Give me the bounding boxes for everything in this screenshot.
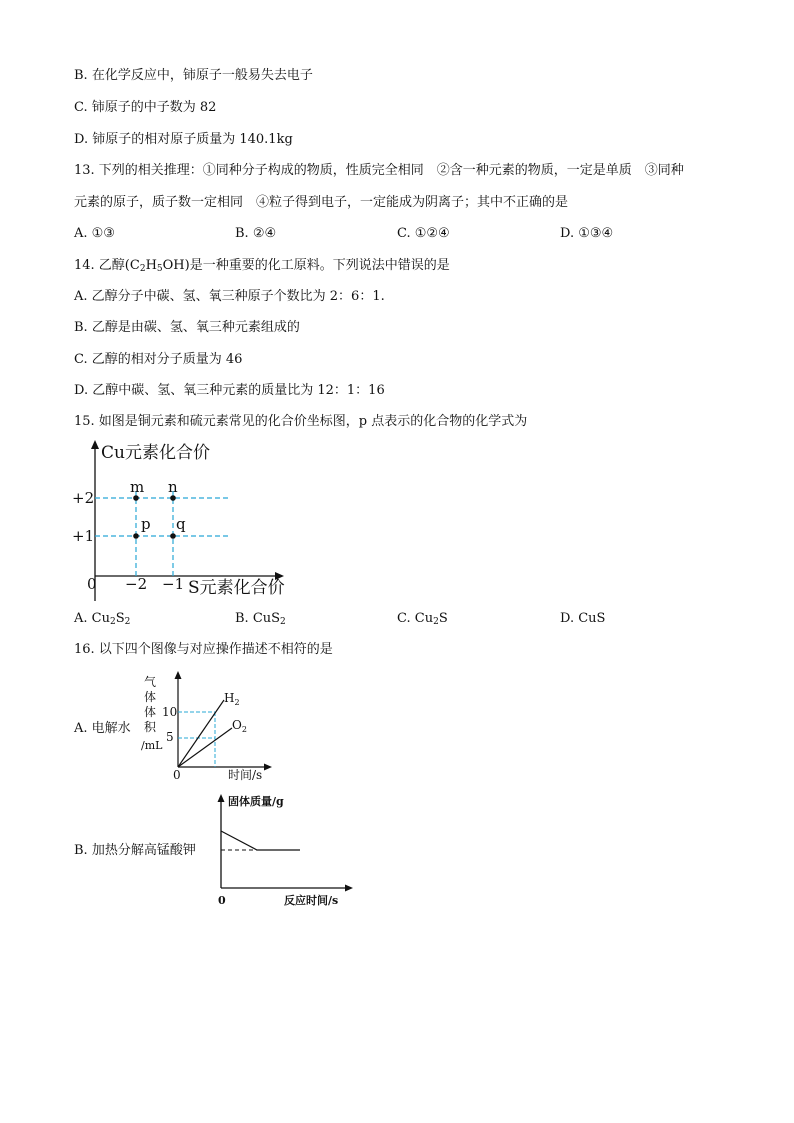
q14-stem xyxy=(74,258,450,277)
q13-stem-line1: 13. 下列的相关推理：①同种分子构成的物质，性质完全相同 ②含一种元素的物质，一定是单质 ③同种 xyxy=(74,163,684,178)
q15-y-tick-1: +1 xyxy=(72,527,95,545)
q16-a-ylabel-4: 积 xyxy=(144,720,157,734)
q13-option-d: D. ①③④ xyxy=(560,226,614,241)
q16-a-h2-line xyxy=(178,700,224,767)
q14-stem-mid: H xyxy=(145,258,157,273)
q16-a-ylabel-3: 体 xyxy=(144,705,157,719)
q14-option-a: A. 乙醇分子中碳、氢、氧三种原子个数比为 2：6：1. xyxy=(74,289,385,304)
q15-option-c xyxy=(397,611,448,630)
q15-point-q-label: q xyxy=(176,515,186,533)
q13-option-c: C. ①②④ xyxy=(397,226,450,241)
q15-option-a-pre: A. Cu xyxy=(74,611,110,626)
q16-a-ylabel-5: /mL xyxy=(141,739,163,752)
q16-a-electrolysis-graph xyxy=(140,668,280,783)
q16-b-mass-curve xyxy=(221,831,300,850)
q16-a-ylabel-1: 气 xyxy=(144,675,157,689)
q13-option-a: A. ①③ xyxy=(74,226,115,241)
q15-point-q xyxy=(170,533,176,539)
q12-option-d: D. 铈原子的相对原子质量为 140.1kg xyxy=(74,132,293,147)
q15-x-tick-minus1: −1 xyxy=(162,575,185,593)
q15-y-tick-2: +2 xyxy=(72,489,95,507)
q14-option-d: D. 乙醇中碳、氢、氧三种元素的质量比为 12：1：16 xyxy=(74,383,385,398)
q15-option-b xyxy=(235,611,286,630)
q14-option-c: C. 乙醇的相对分子质量为 46 xyxy=(74,352,243,367)
q12-option-c: C. 铈原子的中子数为 82 xyxy=(74,100,217,115)
q16-b-kmno4-graph xyxy=(210,790,360,910)
q13-option-b: B. ②④ xyxy=(235,226,277,241)
q15-option-a-sub2: 2 xyxy=(124,617,131,627)
q16-stem: 16. 以下四个图像与对应操作描述不相符的是 xyxy=(74,642,333,657)
q15-stem: 15. 如图是铜元素和硫元素常见的化合价坐标图，p 点表示的化合物的化学式为 xyxy=(74,414,528,429)
q15-point-m xyxy=(133,495,139,501)
q16-b-ylabel: 固体质量/g xyxy=(228,795,284,808)
q16-a-o2-label: $O_2$ xyxy=(232,718,247,734)
q14-option-b: B. 乙醇是由碳、氢、氧三种元素组成的 xyxy=(74,320,300,335)
q15-option-a-mid: S xyxy=(115,611,125,626)
q15-y-axis-arrow xyxy=(91,440,99,449)
q15-point-m-label: m xyxy=(130,478,145,496)
q16-b-xlabel: 反应时间/s xyxy=(284,894,339,907)
q12-option-b: B. 在化学反应中，铈原子一般易失去电子 xyxy=(74,68,313,83)
q15-option-b-sub: 2 xyxy=(280,617,286,627)
q15-valence-graph xyxy=(70,436,310,606)
q14-stem-pre: 14. 乙醇(C xyxy=(74,258,140,273)
q15-option-a xyxy=(74,611,130,630)
q15-option-b-pre: B. CuS xyxy=(235,611,281,626)
q16-a-h2-label: $H_2$ xyxy=(224,691,240,707)
q15-option-c-post: S xyxy=(438,611,448,626)
q16-a-xlabel: 时间/s xyxy=(228,768,263,782)
q16-a-ytick-5: 5 xyxy=(166,730,174,744)
q16-option-a-label: A. 电解水 xyxy=(74,721,131,736)
q15-option-d: D. CuS xyxy=(560,611,606,626)
q15-y-axis-label: Cu元素化合价 xyxy=(101,443,210,463)
q15-origin-label: 0 xyxy=(87,575,97,593)
q14-stem-post: OH)是一种重要的化工原料。下列说法中错误的是 xyxy=(162,258,450,273)
q15-point-n-label: n xyxy=(168,478,178,496)
q16-a-origin: 0 xyxy=(173,768,181,782)
q16-option-b-label: B. 加热分解高锰酸钾 xyxy=(74,843,196,858)
q15-option-c-pre: C. Cu xyxy=(397,611,434,626)
q15-point-p-label: p xyxy=(141,515,151,533)
q15-point-p xyxy=(133,533,139,539)
q15-x-axis-label: S元素化合价 xyxy=(188,578,285,598)
q16-a-o2-line xyxy=(178,728,232,767)
q16-b-origin: 0 xyxy=(218,894,226,907)
q15-x-tick-minus2: −2 xyxy=(125,575,148,593)
q14-stem-sub2: 5 xyxy=(156,264,163,274)
q14-stem-sub1: 2 xyxy=(139,264,146,274)
q15-option-a-sub1: 2 xyxy=(109,617,116,627)
q16-a-ytick-10: 10 xyxy=(162,705,178,719)
q15-point-n xyxy=(170,495,176,501)
q16-a-ylabel-2: 体 xyxy=(144,690,157,704)
q15-option-c-sub: 2 xyxy=(433,617,439,627)
q13-stem-line2: 元素的原子，质子数一定相同 ④粒子得到电子，一定能成为阴离子；其中不正确的是 xyxy=(74,195,569,210)
